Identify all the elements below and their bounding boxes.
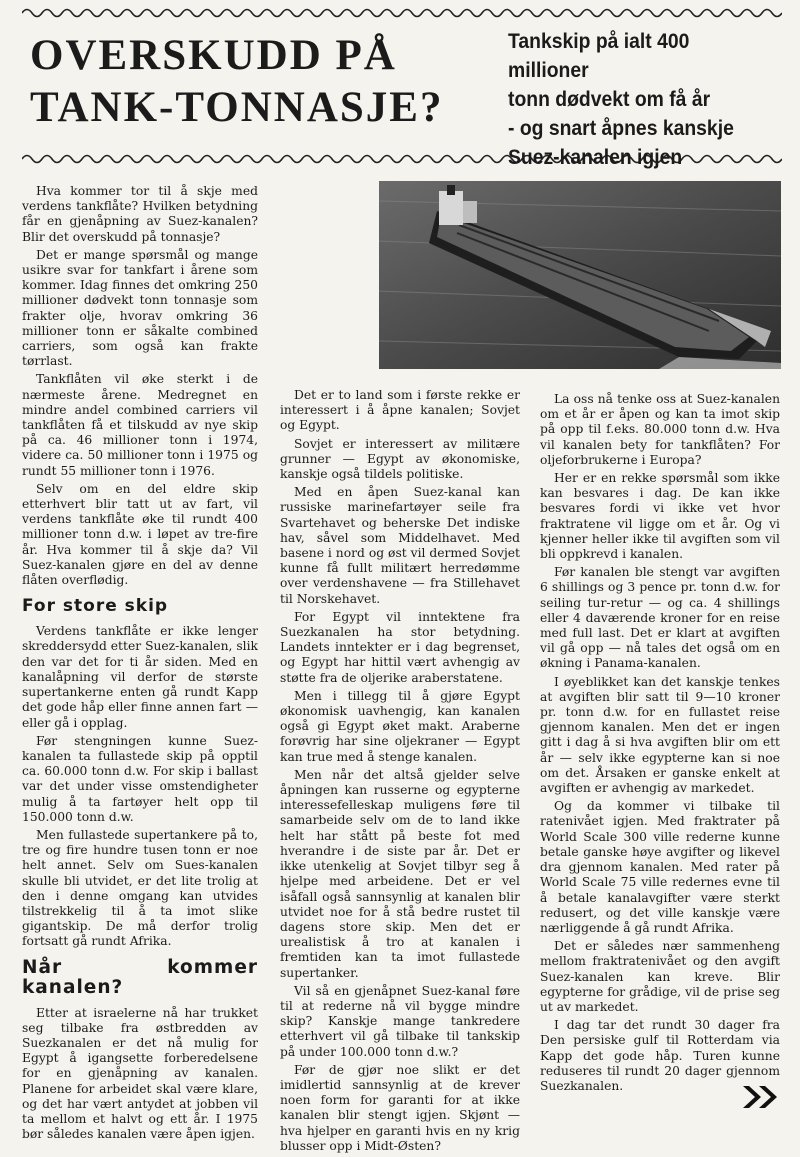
double-arrow-end-icon [741, 1084, 781, 1110]
col3-paragraph: I øyeblikket kan det kanskje tenkes at avgiften blir satt til 9—10 kroner pr. tonn d.w. for en fullastet reise gjennom kanalen. Men det er ingen gitt i dag å si hva avgiften blir om ett år — selv ikke egypterne kan si noe om det. Årsaken er ganske enkelt at avgiften er avhengig av markedet. [540, 674, 780, 796]
subheadline: Tankskip på ialt 400 millioner tonn dødvekt om få år - og snart åpnes kanskje Suez-kanalen igjen [508, 29, 734, 169]
col1-paragraph: Hva kommer tor til å skje med verdens tankflåte? Hvilken betydning får en gjenåpning av Suez-kanalen? Blir det overskudd på tonnasje? [22, 184, 258, 244]
col2-paragraph: Men i tillegg til å gjøre Egypt økonomisk uavhengig, kan kanalen også gi Egypt øket makt. Araberne forøvrig har sine oljekraner — Egypt kan true med å stenge kanalen. [280, 688, 520, 764]
top-border-ornament [22, 6, 782, 20]
col1-paragraph: Verdens tankflåte er ikke lenger skreddersydd etter Suez-kanalen, slik den var det for ti år siden. Med en kanalåpning vil derfor de største supertankerne enten gå rundt Kapp det gode håp eller finne annen fart — eller gå i opplag. [22, 624, 258, 730]
col1-paragraph: Før stengningen kunne Suez-kanalen ta fullastede skip på opptil ca. 60.000 tonn d.w. For skip i ballast var det under visse omstendigheter mulig å ta fartøyer helt opp til 150.000 tonn d.w. [22, 733, 258, 824]
tanker-ship-photo [379, 181, 781, 369]
col1-paragraph: Etter at israelerne nå har trukket seg tilbake fra østbredden av Suezkanalen er det nå mulig for Egypt å igangsette forberedelsene for en gjenåpning av kanalen. Planene for arbeidet skal være klare, og det har vært antydet at jobben vil ta mellom et halvt og ett år. I 1975 bør således kanalen være åpen igjen. [22, 1005, 258, 1142]
article-column-3 [540, 392, 780, 1097]
col3-paragraph: Og da kommer vi tilbake til ratenivået igjen. Med fraktrater på World Scale 300 ville rederne kunne betale ganske høye avgifter og likevel dra gjennom kanalen. Med rater på World Scale 75 ville redernes evne til å betale kanalavgifter være sterkt redusert, og det ville kanskje være nærliggende å gå rundt Afrika. [540, 799, 780, 935]
col3-paragraph: Før kanalen ble stengt var avgiften 6 shillings og 3 pence pr. tonn d.w. for seiling tur-retur — og ca. 4 shillings eller 4 daværende kroner for en reise med full last. Det er klart at avgiften vil gå opp — nå tales det også om en økning i Panama-kanalen. [540, 565, 780, 671]
col1-paragraph: Tankflåten vil øke sterkt i de nærmeste årene. Medregnet en mindre andel combined carriers vil tankflåten få et tilskudd av nye skip på ca. 46 millioner tonn i 1974, videre ca. 50 millioner tonn i 1975 og rundt 55 millioner tonn i 1976. [22, 372, 258, 478]
col3-paragraph: La oss nå tenke oss at Suez-kanalen om et år er åpen og kan ta imot skip på opp til f.eks. 80.000 tonn d.w. Hva vil kanalen bety for tankflåten? For oljeforbrukerne i Europa? [540, 392, 780, 467]
section-heading-when-canal: Når kommer kanalen? [22, 956, 258, 998]
col2-paragraph: Før de gjør noe slikt er det imidlertid sannsynlig at de krever noen form for garanti for at ikke kanalen blir stengt igjen. Skjønt — hva hjelper en garanti hvis en ny krig blusser opp i Midt-Østen? [280, 1062, 520, 1153]
col3-paragraph: I dag tar det rundt 30 dager fra Den persiske gulf til Rotterdam via Kapp det gode håp. Turen kunne reduseres til rundt 20 dager gjennom Suezkanalen. [540, 1018, 780, 1093]
col2-paragraph: Vil så en gjenåpnet Suez-kanal føre til at rederne nå vil bygge mindre skip? Kanskje mange tankredere etterhvert vil gå tilbake til tankskip på under 100.000 tonn d.w.? [280, 983, 520, 1059]
col1-paragraph: Men fullastede supertankere på to, tre og fire hundre tusen tonn er noe helt annet. Selv om Sues-kanalen skulle bli utvidet, er det lite trolig at den i denne omgang kan utvides tilstrekkelig til å ta imot slike gigantskip. De må derfor trolig fortsatt gå rundt Afrika. [22, 827, 258, 949]
col1-paragraph: Det er mange spørsmål og mange usikre svar for tankfart i årene som kommer. Idag finnes det omkring 250 millioner dødvekt tonn tonnasje som frakter olje, hvorav omkring 36 millioner tonn er såkalte combined carriers, som også kan frakte tørrlast. [22, 247, 258, 369]
col3-paragraph: Her er en rekke spørsmål som ikke kan besvares i dag. De kan ikke besvares fordi vi ikke vet hvor fraktratene vil ligge om et år. Og vi kjenner heller ikke til avgiften som vil bli oppkrevd i kanalen. [540, 471, 780, 562]
col2-paragraph: Med en åpen Suez-kanal kan russiske marinefartøyer seile fra Svartehavet og beherske Det indiske hav, såvel som Middelhavet. Med basene i nord og øst vil dermed Sovjet kunne få fullt militært herredømme over verdenshavene — fra Stillehavet til Norskehavet. [280, 485, 520, 606]
col2-paragraph: Sovjet er interessert av militære grunner — Egypt av økonomiske, kanskje også tildels politiske. [280, 436, 520, 482]
article-column-2 [280, 388, 520, 1157]
col3-paragraph: Det er således nær sammenheng mellom fraktratenivået og den avgift Suez-kanalen kan kreve. Blir egypterne for grådige, vil de prise seg ut av markedet. [540, 939, 780, 1014]
col2-paragraph: Men når det altså gjelder selve åpningen kan russerne og egypterne interessefelleskap muligens føre til samarbeide selv om de to land ikke helt har stått på beste fot med hverandre i de siste par år. Det er ikke utenkelig at Sovjet tilbyr seg å hjelpe med arbeidene. Det er vel isåfall også sannsynlig at kanalen blir utvidet noe for å stå bedre rustet til dagens store skip. Men det er urealistisk å tro at kanalen i fremtiden kan ta imot fullastede supertanker. [280, 767, 520, 980]
article-column-1 [22, 184, 258, 1145]
col2-paragraph: Det er to land som i første rekke er interessert i å åpne kanalen; Sovjet og Egypt. [280, 388, 520, 433]
section-heading-large-ships: For store skip [22, 596, 169, 617]
headline: OVERSKUDD PÅ TANK-TONNASJE? [30, 32, 444, 131]
col2-paragraph: For Egypt vil inntektene fra Suezkanalen ha stor betydning. Landets inntekter er i dag begrenset, og Egypt har hittil vært avhengig av støtte fra de oljerike araberstatene. [280, 609, 520, 685]
col1-paragraph: Selv om en del eldre skip etterhvert blir tatt ut av fart, vil verdens tankflåte øke til rundt 400 millioner tonn d.w. i løpet av tre-fire år. Hva kommer til å skje da? Vil Suez-kanalen gjøre en del av denne flåten overflødig. [22, 481, 258, 588]
